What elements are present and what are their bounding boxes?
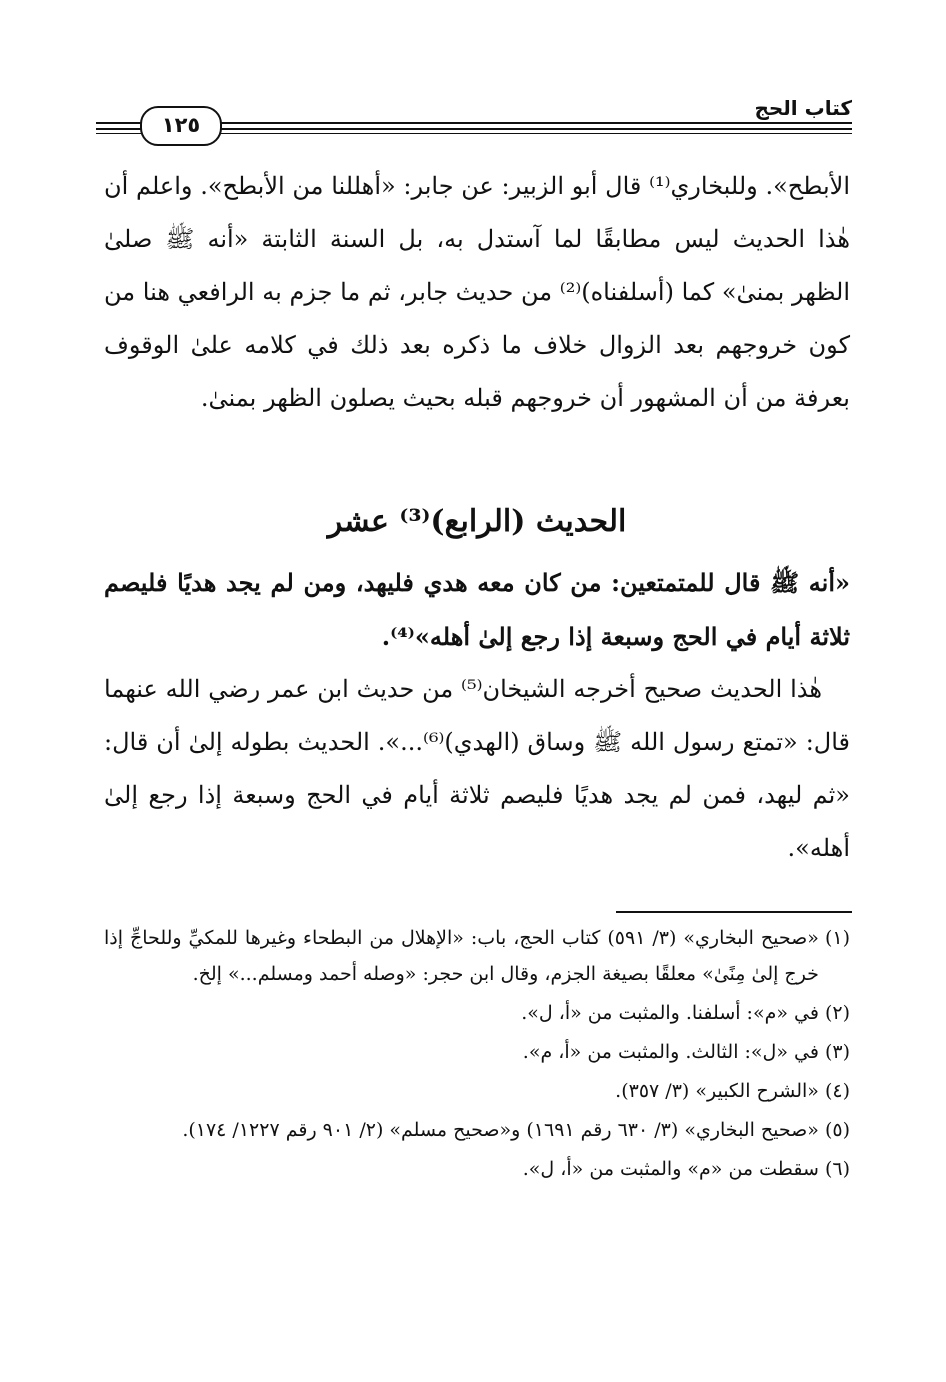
footnote-separator <box>616 911 852 913</box>
footnote-number: (٤) <box>824 1080 850 1102</box>
paragraph-continuation <box>104 160 850 425</box>
page-header <box>96 92 852 152</box>
footnote-6 <box>104 1151 850 1187</box>
footnote-1 <box>104 920 850 992</box>
footnote-number: (٢) <box>824 1002 850 1024</box>
footnote-text: «الشرح الكبير» (٣/ ٣٥٧). <box>615 1080 819 1102</box>
paragraph-takhrij-text: هٰذا الحديث صحيح أخرجه الشيخان⁽⁵⁾ من حديث ابن عمر رضي الله عنهما قال: «تمتع رسول الله ﷺ وساق (الهدي)⁽⁶⁾...». الحديث بطوله إلىٰ أن قال: «ثم ليهد، فمن لم يجد هديًا فليصم ثلاثة أيام في الحج وسبعة إذا رجع إلىٰ أهله». <box>104 675 850 862</box>
running-title: كتاب الحج <box>746 96 852 120</box>
footnote-3 <box>104 1034 850 1070</box>
footnotes-list <box>104 920 850 1190</box>
footnote-2 <box>104 995 850 1031</box>
paragraph-continuation-text: الأبطح». وللبخاري⁽¹⁾ قال أبو الزبير: عن جابر: «أهللنا من الأبطح». واعلم أن هٰذا الحديث ليس مطابقًا لما آستدل به، بل السنة الثابتة «أنه ﷺ صلىٰ الظهر بمنىٰ» كما (أسلفناه)⁽²⁾ من حديث جابر، ثم ما جزم به الرافعي هنا من كون خروجهم بعد الزوال خلاف ما ذكره بعد ذلك في كلامه علىٰ الوقوف بعرفة من أن المشهور أن خروجهم قبله بحيث يصلون الظهر بمنىٰ. <box>104 172 851 412</box>
footnote-number: (٥) <box>824 1119 850 1141</box>
footnote-number: (٦) <box>824 1158 850 1180</box>
footnote-number: (١) <box>824 927 850 949</box>
footnote-4 <box>104 1073 850 1109</box>
footnote-5 <box>104 1112 850 1148</box>
footnote-text: سقطت من «م» والمثبت من «أ، ل». <box>522 1158 819 1180</box>
footnote-text: «صحيح البخاري» (٣/ ٦٣٠ رقم ١٦٩١) و«صحيح مسلم» (٢/ ٩٠١ رقم ١٢٢٧/ ١٧٤). <box>182 1119 819 1141</box>
footnote-text: في «ل»: الثالث. والمثبت من «أ، م». <box>522 1041 819 1063</box>
hadith-text <box>104 556 850 664</box>
footnote-text: «صحيح البخاري» (٣/ ٥٩١) كتاب الحج، باب: «الإهلال من البطحاء وغيرها للمكيِّ وللحاجِّ إذا خرج إلىٰ مِنًىٰ» معلقًا بصيغة الجزم، وقال ابن حجر: «وصله أحمد ومسلم...» إلخ. <box>104 927 819 985</box>
footnote-text: في «م»: أسلفنا. والمثبت من «أ، ل». <box>521 1002 819 1024</box>
hadith-text-content: «أنه ﷺ قال للمتمتعين: من كان معه هدي فليهد، ومن لم يجد هديًا فليصم ثلاثة أيام في الحج وسبعة إذا رجع إلىٰ أهله»⁽⁴⁾. <box>104 568 850 651</box>
hadith-heading-text: الحديث (الرابع)⁽³⁾ عشر <box>327 504 627 539</box>
hadith-heading <box>104 496 850 548</box>
paragraph-takhrij <box>104 663 850 875</box>
page-number: ١٢٥ <box>140 106 222 146</box>
footnote-number: (٣) <box>824 1041 850 1063</box>
